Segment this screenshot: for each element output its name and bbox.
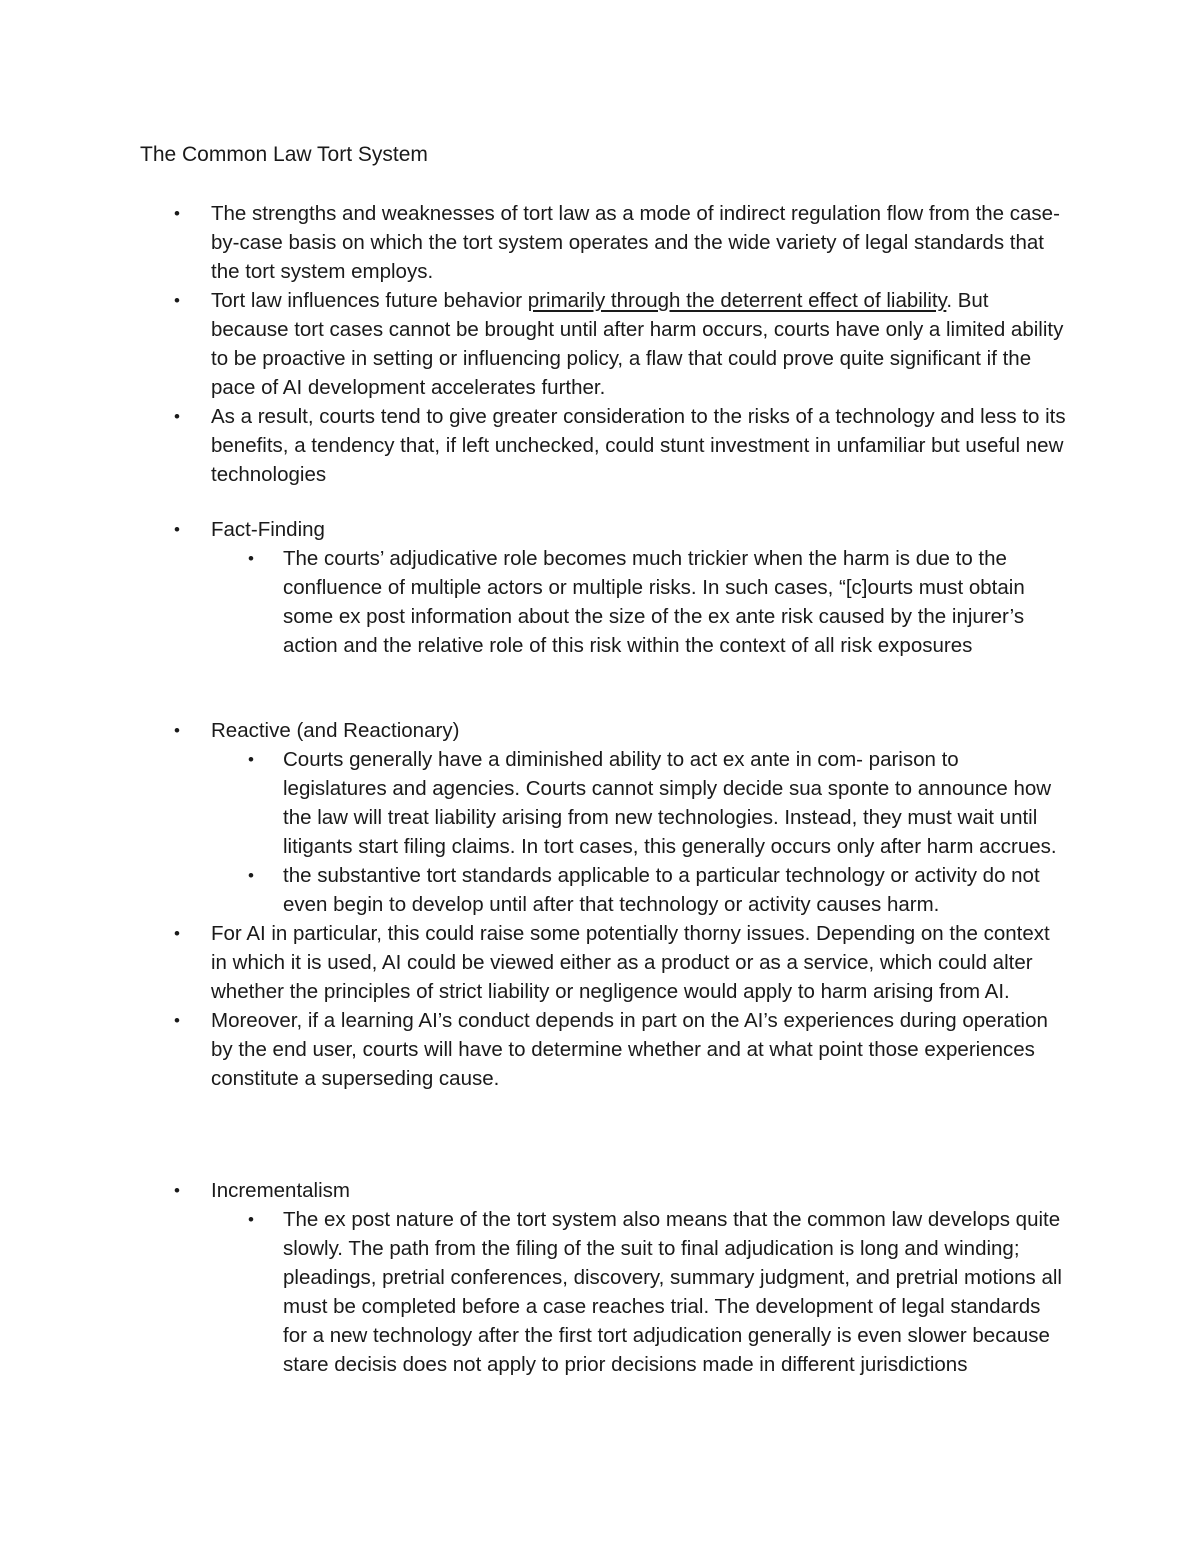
bullet-icon: • [174, 407, 180, 426]
list-item-text: The strengths and weaknesses of tort law as a mode of indirect regulation flow from the case-by-case basis on which the tort system operates and the wide variety of legal standards that the tort system employs. [211, 202, 1060, 283]
section-heading-text: Reactive (and Reactionary) [211, 719, 460, 742]
bullet-icon: • [248, 750, 254, 769]
list-item-text-after: . But because tort cases cannot be brought until after harm occurs, courts have only a limited ability to be proactive in setting or influencing policy, a flaw that could prove quite significant if the pace of AI development accelerates further. [211, 289, 1064, 399]
sub-list-item [0, 861, 1063, 919]
list-item [0, 199, 1071, 286]
sub-list-item [0, 745, 1063, 861]
fact-finding-section [0, 515, 1200, 660]
section-heading-text: Incrementalism [211, 1179, 350, 1202]
section-heading-text: Fact-Finding [211, 518, 325, 541]
section-heading [0, 716, 1071, 745]
sub-list-item [0, 1205, 1063, 1379]
intro-section [0, 199, 1200, 489]
bullet-icon: • [174, 291, 180, 310]
bullet-icon: • [174, 924, 180, 943]
bullet-icon: • [248, 1210, 254, 1229]
bullet-icon: • [174, 721, 180, 740]
bullet-icon: • [248, 549, 254, 568]
bullet-icon: • [248, 866, 254, 885]
list-item-text: For AI in particular, this could raise some potentially thorny issues. Depending on the context in which it is used, AI could be viewed either as a product or as a service, which could alter whether the principles of strict liability or negligence would apply to harm arising from AI. [211, 922, 1050, 1003]
list-item [0, 402, 1071, 489]
document-title: The Common Law Tort System [140, 143, 428, 166]
list-item-text: Moreover, if a learning AI’s conduct depends in part on the AI’s experiences during operation by the end user, courts will have to determine whether and at what point those experiences constitute a superseding cause. [211, 1009, 1048, 1090]
list-item-text: As a result, courts tend to give greater consideration to the risks of a technology and less to its benefits, a tendency that, if left unchecked, could stunt investment in unfamiliar but useful new technologies [211, 405, 1066, 486]
section-heading [0, 515, 1071, 544]
underlined-phrase: primarily through the deterrent effect of liability [527, 289, 947, 312]
list-item-text-before: Tort law influences future behavior [211, 289, 528, 312]
list-item [0, 286, 1071, 402]
sub-list-item-text: The courts’ adjudicative role becomes much trickier when the harm is due to the confluence of multiple actors or multiple risks. In such cases, “[c]ourts must obtain some ex post information about the size of the ex ante risk caused by the injurer’s action and the relative role of this risk within the context of all risk exposures [283, 547, 1025, 657]
reactive-section [0, 716, 1200, 1093]
incrementalism-section [0, 1176, 1200, 1379]
bullet-icon: • [174, 520, 180, 539]
bullet-icon: • [174, 1181, 180, 1200]
section-heading [0, 1176, 1071, 1205]
sub-list-item-text: the substantive tort standards applicable to a particular technology or activity do not even begin to develop until after that technology or activity causes harm. [283, 864, 1040, 916]
list-item [0, 919, 1071, 1006]
sub-list-item-text: Courts generally have a diminished ability to act ex ante in com- parison to legislatures and agencies. Courts cannot simply decide sua sponte to announce how the law will treat liability arising from new technologies. Instead, they must wait until litigants start filing claims. In tort cases, this generally occurs only after harm accrues. [283, 748, 1057, 858]
sub-list-item-text: The ex post nature of the tort system also means that the common law develops quite slowly. The path from the filing of the suit to final adjudication is long and winding; pleadings, pretrial conferences, discovery, summary judgment, and pretrial motions all must be completed before a case reaches trial. The development of legal standards for a new technology after the first tort adjudication generally is even slower because stare decisis does not apply to prior decisions made in different jurisdictions [283, 1208, 1062, 1376]
bullet-icon: • [174, 204, 180, 223]
list-item [0, 1006, 1071, 1093]
sub-list-item [0, 544, 1063, 660]
bullet-icon: • [174, 1011, 180, 1030]
